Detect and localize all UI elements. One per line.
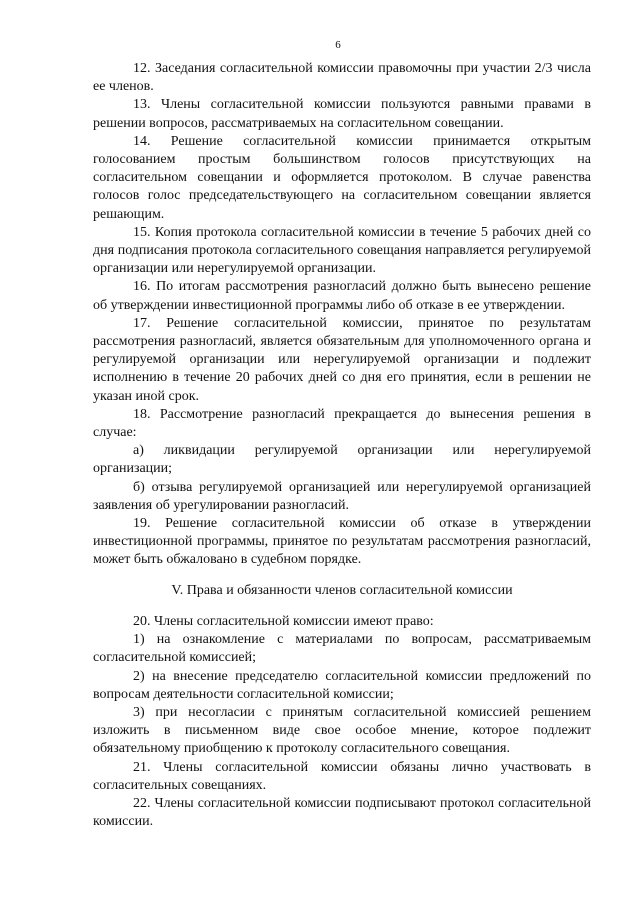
paragraph-14: 14. Решение согласительной комиссии принимается открытым голосованием простым большинством голосов присутствующих на согласительном совещании и оформляется протоколом. В случае равенства голосов голос председательствующего на согласительном совещании является решающим.: [93, 133, 591, 222]
paragraph-20-item-1: 1) на ознакомление с материалами по вопросам, рассматриваемым согласительной комиссией;: [93, 632, 591, 666]
paragraph-13: 13. Члены согласительной комиссии пользуются равными правами в решении вопросов, рассматриваемых на согласительном совещании.: [93, 97, 591, 131]
paragraph-22: 22. Члены согласительной комиссии подписывают протокол согласительной комиссии.: [93, 795, 591, 830]
paragraph-20-item-2: 2) на внесение председателю согласительной комиссии предложений по вопросам деятельности согласительной комиссии;: [93, 668, 591, 702]
paragraph-20-item-3: 3) при несогласии с принятым согласительной комиссией решением изложить в письменном виде свое особое мнение, которое подлежит обязательному приобщению к протоколу согласительного совещания.: [93, 704, 591, 757]
paragraph-19: 19. Решение согласительной комиссии об отказе в утверждении инвестиционной программы, принятое по результатам рассмотрения разногласий, может быть обжаловано в судебном порядке.: [93, 516, 591, 568]
paragraph-15: 15. Копия протокола согласительной комиссии в течение 5 рабочих дней со дня подписания протокола согласительного совещания направляется регулируемой организации или нерегулируемой организации.: [93, 224, 591, 277]
page-number: 6: [335, 39, 341, 51]
paragraph-18-item-b: б) отзыва регулируемой организацией или нерегулируемой организацией заявления об урегулировании разногласий.: [93, 479, 591, 513]
paragraph-18-item-a: а) ликвидации регулируемой организации или нерегулируемой организации;: [93, 443, 591, 477]
paragraph-16: 16. По итогам рассмотрения разногласий должно быть вынесено решение об утверждении инвестиционной программы либо об отказе в ее утверждении.: [93, 279, 591, 313]
paragraph-21: 21. Члены согласительной комиссии обязаны лично участвовать в согласительных совещаниях.: [93, 759, 591, 793]
paragraph-18: 18. Рассмотрение разногласий прекращается до вынесения решения в случае:: [93, 406, 591, 441]
paragraph-12: 12. Заседания согласительной комиссии правомочны при участии 2/3 числа ее членов.: [93, 61, 591, 95]
section-heading: V. Права и обязанности членов согласительной комиссии: [171, 582, 513, 598]
paragraph-20: 20. Члены согласительной комиссии имеют право:: [133, 613, 434, 629]
paragraph-17: 17. Решение согласительной комиссии, принятое по результатам рассмотрения разногласий, является обязательным для уполномоченного органа и регулируемой организации или нерегулируемой организации и подлежит исполнению в течение 20 рабочих дней со дня его принятия, если в решении не указан иной срок.: [93, 315, 591, 404]
